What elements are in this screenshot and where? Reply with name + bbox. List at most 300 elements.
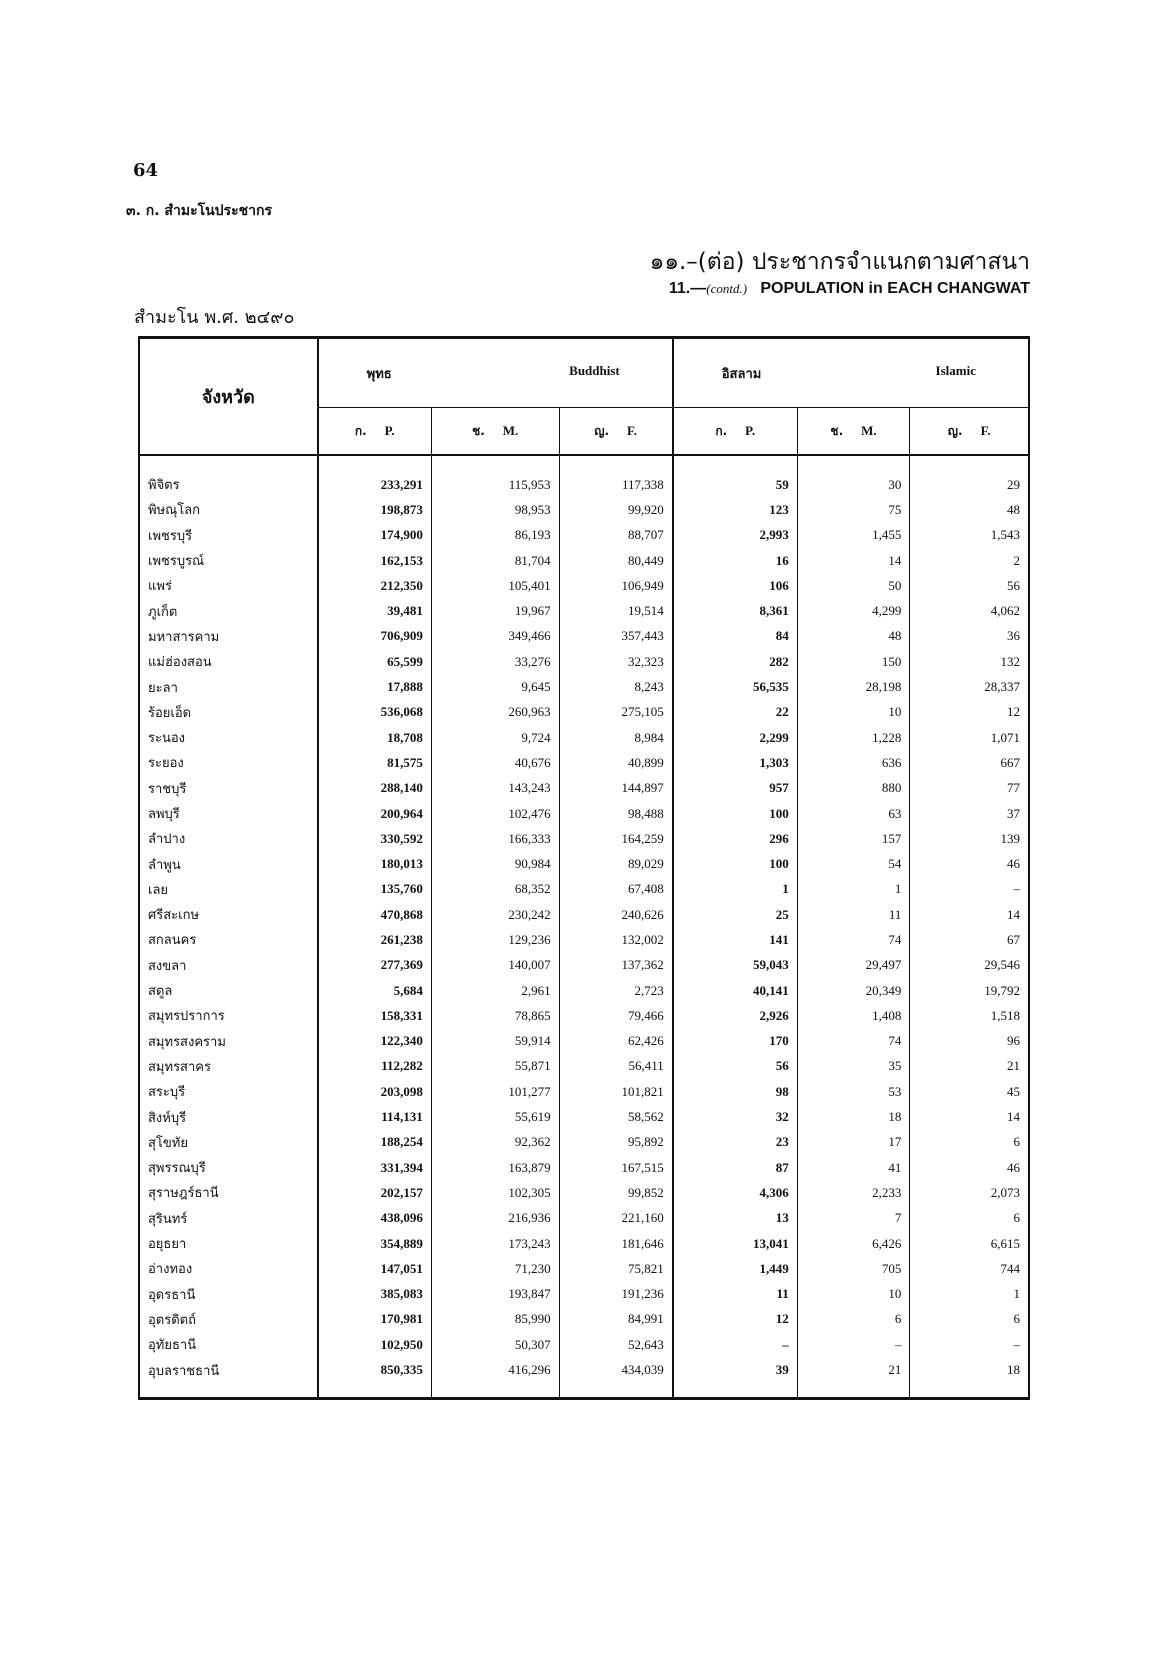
buddhist-females-cell: 67,408 xyxy=(559,877,673,902)
buddhist-males-cell: 163,879 xyxy=(431,1155,559,1180)
islamic-persons-cell: 22 xyxy=(673,700,798,725)
islamic-females-cell: – xyxy=(1013,1336,1020,1352)
islamic-males-cell: 6 xyxy=(797,1307,910,1332)
table-row xyxy=(139,1155,1029,1180)
buddhist-males-cell: 143,243 xyxy=(431,776,559,801)
table-title-main: POPULATION in EACH CHANGWAT xyxy=(760,280,1030,297)
islamic-males-cell: 29,497 xyxy=(797,953,910,978)
buddhist-females-cell: 167,515 xyxy=(559,1155,673,1180)
buddhist-females-cell: 19,514 xyxy=(559,598,673,623)
islamic-males-cell: 880 xyxy=(797,776,910,801)
islamic-persons-cell: 170 xyxy=(673,1029,798,1054)
table-title-thai: ๑๑.–(ต่อ) ประชากรจำแนกตามศาสนา xyxy=(649,249,1030,275)
islamic-persons-cell: 100 xyxy=(673,851,798,876)
islamic-females-cell: 37 xyxy=(1007,805,1020,821)
islamic-males-cell: 30 xyxy=(797,455,910,497)
islamic-persons-cell: 8,361 xyxy=(673,598,798,623)
buddhist-females-cell: 99,852 xyxy=(559,1180,673,1205)
buddhist-males-cell: 55,871 xyxy=(431,1054,559,1079)
table-row xyxy=(139,497,1029,522)
province-name-cell: สระบุรี xyxy=(139,1079,318,1104)
province-name-cell: พิจิตร xyxy=(139,455,318,497)
province-name-cell: สมุทรสาคร xyxy=(139,1054,318,1079)
buddhist-females-cell: 137,362 xyxy=(559,953,673,978)
islamic-persons-cell: 59 xyxy=(673,455,798,497)
table-row xyxy=(139,1231,1029,1256)
buddhist-females-cell: 89,029 xyxy=(559,851,673,876)
buddhist-females-cell: 191,236 xyxy=(559,1282,673,1307)
province-name-cell: อุดรธานี xyxy=(139,1282,318,1307)
buddhist-males-cell: 81,704 xyxy=(431,548,559,573)
islamic-females-cell: – xyxy=(1013,881,1020,897)
province-name-cell: สุโขทัย xyxy=(139,1130,318,1155)
buddhist-females-cell: 32,323 xyxy=(559,649,673,674)
table-row xyxy=(139,1332,1029,1357)
islamic-females-cell: 29,546 xyxy=(984,957,1020,973)
section-heading: ๓. ก. สำมะโนประชากร xyxy=(126,203,272,219)
buddhist-females-cell: 62,426 xyxy=(559,1029,673,1054)
province-name-cell: เลย xyxy=(139,877,318,902)
buddhist-males-cell: 19,967 xyxy=(431,598,559,623)
buddhist-females-cell: 58,562 xyxy=(559,1104,673,1129)
buddhist-males-cell: 55,619 xyxy=(431,1104,559,1129)
table-row xyxy=(139,1130,1029,1155)
islamic-persons-cell: 141 xyxy=(673,927,798,952)
province-name-cell: ภูเก็ต xyxy=(139,598,318,623)
buddhist-males-cell: 230,242 xyxy=(431,902,559,927)
buddhist-females-cell: 144,897 xyxy=(559,776,673,801)
buddhist-males-cell: 416,296 xyxy=(431,1357,559,1398)
buddhist-persons-cell: 198,873 xyxy=(318,497,432,522)
province-name-cell: พิษณุโลก xyxy=(139,497,318,522)
islamic-males-cell: 48 xyxy=(797,624,910,649)
table-row xyxy=(139,624,1029,649)
islamic-females-cell: 12 xyxy=(1007,704,1020,720)
buddhist-males-cell: 85,990 xyxy=(431,1307,559,1332)
buddhist-persons-cell: 147,051 xyxy=(318,1256,432,1281)
buddhist-males-cell: 78,865 xyxy=(431,1003,559,1028)
contd-label: (contd.) xyxy=(706,281,748,296)
table-row xyxy=(139,725,1029,750)
table-row xyxy=(139,1307,1029,1332)
islamic-females-cell: 29 xyxy=(1007,476,1020,492)
buddhist-males-cell: 50,307 xyxy=(431,1332,559,1357)
islamic-persons-cell: 100 xyxy=(673,801,798,826)
table-row xyxy=(139,1054,1029,1079)
islamic-group-header xyxy=(673,338,1029,408)
islamic-males-cell: 17 xyxy=(797,1130,910,1155)
table-row xyxy=(139,776,1029,801)
buddhist-males-cell: 86,193 xyxy=(431,523,559,548)
buddhist-persons-cell: 536,068 xyxy=(318,700,432,725)
province-name-cell: อุทัยธานี xyxy=(139,1332,318,1357)
buddhist-males-cell: 140,007 xyxy=(431,953,559,978)
buddhist-females-cell: 8,984 xyxy=(559,725,673,750)
buddhist-persons-cell: 174,900 xyxy=(318,523,432,548)
islamic-females-cell: 1,518 xyxy=(990,1007,1020,1023)
buddhist-persons-cell: 385,083 xyxy=(318,1282,432,1307)
islamic-persons-cell: 106 xyxy=(673,573,798,598)
buddhist-males-cell: 105,401 xyxy=(431,573,559,598)
buddhist-females-cell: 95,892 xyxy=(559,1130,673,1155)
islamic-females-cell: 6 xyxy=(1013,1134,1020,1150)
islamic-females-cell: 14 xyxy=(1007,1109,1020,1125)
page-number: 64 xyxy=(133,160,159,181)
buddhist-females-cell: 98,488 xyxy=(559,801,673,826)
islamic-males-cell: 11 xyxy=(797,902,910,927)
table-row xyxy=(139,700,1029,725)
table-row xyxy=(139,523,1029,548)
province-name-cell: สุราษฎร์ธานี xyxy=(139,1180,318,1205)
table-row xyxy=(139,927,1029,952)
province-name-cell: แม่ฮ่องสอน xyxy=(139,649,318,674)
table-row xyxy=(139,548,1029,573)
islamic-header-thai: อิสลาม xyxy=(721,366,762,382)
buddhist-persons-cell: 200,964 xyxy=(318,801,432,826)
islamic-persons-cell: 2,926 xyxy=(673,1003,798,1028)
sub-header-buddhist-males: ช. M. xyxy=(431,408,559,456)
province-name-cell: ศรีสะเกษ xyxy=(139,902,318,927)
islamic-persons-cell: 98 xyxy=(673,1079,798,1104)
table-row xyxy=(139,953,1029,978)
islamic-females-cell: 48 xyxy=(1007,501,1020,517)
islamic-females-cell: 2 xyxy=(1013,552,1020,568)
buddhist-persons-cell: 81,575 xyxy=(318,750,432,775)
islamic-males-cell: 10 xyxy=(797,700,910,725)
islamic-persons-cell: 56 xyxy=(673,1054,798,1079)
islamic-females-cell: 14 xyxy=(1007,906,1020,922)
buddhist-females-cell: 56,411 xyxy=(559,1054,673,1079)
buddhist-females-cell: 80,449 xyxy=(559,548,673,573)
census-year-label: สำมะโน พ.ศ. ๒๔๙๐ xyxy=(134,307,295,328)
table-row xyxy=(139,573,1029,598)
buddhist-persons-cell: 470,868 xyxy=(318,902,432,927)
buddhist-females-cell: 2,723 xyxy=(559,978,673,1003)
buddhist-males-cell: 349,466 xyxy=(431,624,559,649)
islamic-females-cell: 6 xyxy=(1013,1210,1020,1226)
buddhist-persons-cell: 65,599 xyxy=(318,649,432,674)
province-name-cell: สตูล xyxy=(139,978,318,1003)
buddhist-group-header xyxy=(318,338,673,408)
islamic-males-cell: 157 xyxy=(797,826,910,851)
province-name-cell: ราชบุรี xyxy=(139,776,318,801)
buddhist-males-cell: 40,676 xyxy=(431,750,559,775)
buddhist-males-cell: 33,276 xyxy=(431,649,559,674)
buddhist-persons-cell: 330,592 xyxy=(318,826,432,851)
buddhist-persons-cell: 331,394 xyxy=(318,1155,432,1180)
islamic-females-cell: 4,062 xyxy=(990,603,1020,619)
islamic-persons-cell: 11 xyxy=(673,1282,798,1307)
islamic-males-cell: 150 xyxy=(797,649,910,674)
islamic-males-cell: – xyxy=(797,1332,910,1357)
buddhist-females-cell: 240,626 xyxy=(559,902,673,927)
buddhist-males-cell: 98,953 xyxy=(431,497,559,522)
islamic-females-cell: 28,337 xyxy=(984,679,1020,695)
islamic-males-cell: 74 xyxy=(797,1029,910,1054)
islamic-females-cell: 96 xyxy=(1007,1033,1020,1049)
buddhist-males-cell: 102,305 xyxy=(431,1180,559,1205)
islamic-females-cell: 1 xyxy=(1013,1286,1020,1302)
buddhist-females-cell: 106,949 xyxy=(559,573,673,598)
buddhist-persons-cell: 233,291 xyxy=(318,455,432,497)
islamic-males-cell: 53 xyxy=(797,1079,910,1104)
province-name-cell: อุบลราชธานี xyxy=(139,1357,318,1398)
islamic-females-cell: 1,543 xyxy=(990,527,1020,543)
table-row xyxy=(139,1206,1029,1231)
islamic-persons-cell: 84 xyxy=(673,624,798,649)
islamic-females-cell: 1,071 xyxy=(990,729,1020,745)
buddhist-males-cell: 216,936 xyxy=(431,1206,559,1231)
province-name-cell: ลำพูน xyxy=(139,851,318,876)
islamic-females-cell: 21 xyxy=(1007,1058,1020,1074)
islamic-persons-cell: 32 xyxy=(673,1104,798,1129)
islamic-females-cell: 19,792 xyxy=(984,982,1020,998)
province-name-cell: มหาสารคาม xyxy=(139,624,318,649)
islamic-males-cell: 18 xyxy=(797,1104,910,1129)
buddhist-males-cell: 129,236 xyxy=(431,927,559,952)
islamic-females-cell: 744 xyxy=(1000,1260,1020,1276)
islamic-persons-cell: 1,303 xyxy=(673,750,798,775)
buddhist-males-cell: 68,352 xyxy=(431,877,559,902)
islamic-females-cell: 6,615 xyxy=(990,1235,1020,1251)
buddhist-persons-cell: 277,369 xyxy=(318,953,432,978)
buddhist-males-cell: 9,724 xyxy=(431,725,559,750)
islamic-males-cell: 2,233 xyxy=(797,1180,910,1205)
buddhist-females-cell: 181,646 xyxy=(559,1231,673,1256)
islamic-females-cell: 139 xyxy=(1000,830,1020,846)
population-religion-table xyxy=(138,336,1030,1400)
buddhist-header-english: Buddhist xyxy=(569,362,620,378)
islamic-females-cell: 132 xyxy=(1000,653,1020,669)
table-number: 11.— xyxy=(668,280,707,297)
buddhist-persons-cell: 261,238 xyxy=(318,927,432,952)
buddhist-persons-cell: 112,282 xyxy=(318,1054,432,1079)
buddhist-persons-cell: 158,331 xyxy=(318,1003,432,1028)
buddhist-males-cell: 166,333 xyxy=(431,826,559,851)
buddhist-persons-cell: 135,760 xyxy=(318,877,432,902)
buddhist-persons-cell: 202,157 xyxy=(318,1180,432,1205)
islamic-persons-cell: 16 xyxy=(673,548,798,573)
buddhist-persons-cell: 102,950 xyxy=(318,1332,432,1357)
buddhist-males-cell: 92,362 xyxy=(431,1130,559,1155)
islamic-header-english: Islamic xyxy=(935,362,976,378)
province-name-cell: อุตรดิตถ์ xyxy=(139,1307,318,1332)
sub-header-islamic-persons: ก. P. xyxy=(673,408,798,456)
buddhist-persons-cell: 212,350 xyxy=(318,573,432,598)
table-row xyxy=(139,1357,1029,1398)
buddhist-males-cell: 173,243 xyxy=(431,1231,559,1256)
province-name-cell: ระยอง xyxy=(139,750,318,775)
buddhist-persons-cell: 114,131 xyxy=(318,1104,432,1129)
islamic-males-cell: 75 xyxy=(797,497,910,522)
islamic-males-cell: 50 xyxy=(797,573,910,598)
islamic-males-cell: 705 xyxy=(797,1256,910,1281)
islamic-males-cell: 14 xyxy=(797,548,910,573)
islamic-persons-cell: 296 xyxy=(673,826,798,851)
buddhist-females-cell: 40,899 xyxy=(559,750,673,775)
islamic-females-cell: 56 xyxy=(1007,577,1020,593)
islamic-persons-cell: 25 xyxy=(673,902,798,927)
islamic-males-cell: 1,408 xyxy=(797,1003,910,1028)
islamic-males-cell: 1,228 xyxy=(797,725,910,750)
sub-header-buddhist-persons: ก. P. xyxy=(318,408,432,456)
province-name-cell: ระนอง xyxy=(139,725,318,750)
table-row xyxy=(139,649,1029,674)
buddhist-females-cell: 8,243 xyxy=(559,674,673,699)
sub-header-islamic-females: ญ. F. xyxy=(910,408,1029,456)
table-row xyxy=(139,1180,1029,1205)
table-row xyxy=(139,902,1029,927)
table-row xyxy=(139,1104,1029,1129)
islamic-persons-cell: 23 xyxy=(673,1130,798,1155)
islamic-persons-cell: 1 xyxy=(673,877,798,902)
buddhist-persons-cell: 122,340 xyxy=(318,1029,432,1054)
islamic-males-cell: 4,299 xyxy=(797,598,910,623)
buddhist-females-cell: 357,443 xyxy=(559,624,673,649)
islamic-females-cell: 46 xyxy=(1007,856,1020,872)
buddhist-persons-cell: 170,981 xyxy=(318,1307,432,1332)
islamic-males-cell: 74 xyxy=(797,927,910,952)
buddhist-persons-cell: 188,254 xyxy=(318,1130,432,1155)
islamic-females-cell: 6 xyxy=(1013,1311,1020,1327)
buddhist-females-cell: 132,002 xyxy=(559,927,673,952)
table-row xyxy=(139,801,1029,826)
buddhist-females-cell: 101,821 xyxy=(559,1079,673,1104)
buddhist-females-cell: 117,338 xyxy=(559,455,673,497)
islamic-persons-cell: 87 xyxy=(673,1155,798,1180)
province-name-cell: สิงห์บุรี xyxy=(139,1104,318,1129)
table-row xyxy=(139,1282,1029,1307)
buddhist-males-cell: 71,230 xyxy=(431,1256,559,1281)
islamic-persons-cell: 282 xyxy=(673,649,798,674)
province-name-cell: ลพบุรี xyxy=(139,801,318,826)
table-row xyxy=(139,1003,1029,1028)
table-row xyxy=(139,851,1029,876)
province-name-cell: สุพรรณบุรี xyxy=(139,1155,318,1180)
buddhist-persons-cell: 180,013 xyxy=(318,851,432,876)
islamic-males-cell: 10 xyxy=(797,1282,910,1307)
table-row xyxy=(139,826,1029,851)
islamic-females-cell: 46 xyxy=(1007,1159,1020,1175)
islamic-males-cell: 20,349 xyxy=(797,978,910,1003)
buddhist-males-cell: 9,645 xyxy=(431,674,559,699)
table-row xyxy=(139,877,1029,902)
province-name-cell: อยุธยา xyxy=(139,1231,318,1256)
buddhist-males-cell: 101,277 xyxy=(431,1079,559,1104)
islamic-males-cell: 63 xyxy=(797,801,910,826)
buddhist-males-cell: 115,953 xyxy=(431,455,559,497)
buddhist-females-cell: 52,643 xyxy=(559,1332,673,1357)
buddhist-persons-cell: 706,909 xyxy=(318,624,432,649)
province-name-cell: สุรินทร์ xyxy=(139,1206,318,1231)
islamic-males-cell: 41 xyxy=(797,1155,910,1180)
buddhist-females-cell: 84,991 xyxy=(559,1307,673,1332)
islamic-males-cell: 6,426 xyxy=(797,1231,910,1256)
islamic-females-cell: 67 xyxy=(1007,931,1020,947)
buddhist-persons-cell: 288,140 xyxy=(318,776,432,801)
buddhist-males-cell: 102,476 xyxy=(431,801,559,826)
table-row xyxy=(139,674,1029,699)
table-title-english xyxy=(560,280,1030,298)
table-row xyxy=(139,1256,1029,1281)
buddhist-persons-cell: 162,153 xyxy=(318,548,432,573)
buddhist-males-cell: 59,914 xyxy=(431,1029,559,1054)
buddhist-males-cell: 90,984 xyxy=(431,851,559,876)
buddhist-persons-cell: 39,481 xyxy=(318,598,432,623)
islamic-females-cell: 667 xyxy=(1000,754,1020,770)
province-name-cell: เพชรบุรี xyxy=(139,523,318,548)
buddhist-males-cell: 193,847 xyxy=(431,1282,559,1307)
buddhist-persons-cell: 5,684 xyxy=(318,978,432,1003)
sub-header-buddhist-females: ญ. F. xyxy=(559,408,673,456)
islamic-males-cell: 1,455 xyxy=(797,523,910,548)
islamic-females-cell: 45 xyxy=(1007,1083,1020,1099)
islamic-persons-cell: – xyxy=(673,1332,798,1357)
province-name-cell: สมุทรสงคราม xyxy=(139,1029,318,1054)
islamic-persons-cell: 957 xyxy=(673,776,798,801)
islamic-persons-cell: 12 xyxy=(673,1307,798,1332)
buddhist-header-thai: พุทธ xyxy=(366,366,392,382)
table-row xyxy=(139,598,1029,623)
islamic-persons-cell: 40,141 xyxy=(673,978,798,1003)
table-row xyxy=(139,1029,1029,1054)
province-name-cell: สกลนคร xyxy=(139,927,318,952)
buddhist-females-cell: 221,160 xyxy=(559,1206,673,1231)
buddhist-persons-cell: 354,889 xyxy=(318,1231,432,1256)
province-name-cell: เพชรบูรณ์ xyxy=(139,548,318,573)
province-column-header: จังหวัด xyxy=(139,338,318,456)
islamic-persons-cell: 123 xyxy=(673,497,798,522)
islamic-females-cell: 2,073 xyxy=(990,1184,1020,1200)
buddhist-females-cell: 79,466 xyxy=(559,1003,673,1028)
buddhist-females-cell: 275,105 xyxy=(559,700,673,725)
province-name-cell: สงขลา xyxy=(139,953,318,978)
province-name-cell: สมุทรปราการ xyxy=(139,1003,318,1028)
islamic-persons-cell: 39 xyxy=(673,1357,798,1398)
buddhist-persons-cell: 203,098 xyxy=(318,1079,432,1104)
islamic-males-cell: 54 xyxy=(797,851,910,876)
islamic-females-cell: 36 xyxy=(1007,628,1020,644)
buddhist-persons-cell: 438,096 xyxy=(318,1206,432,1231)
islamic-males-cell: 21 xyxy=(797,1357,910,1398)
sub-header-islamic-males: ช. M. xyxy=(797,408,910,456)
islamic-females-cell: 18 xyxy=(1007,1362,1020,1378)
province-name-cell: แพร่ xyxy=(139,573,318,598)
table-row xyxy=(139,978,1029,1003)
buddhist-persons-cell: 18,708 xyxy=(318,725,432,750)
province-name-cell: อ่างทอง xyxy=(139,1256,318,1281)
islamic-males-cell: 636 xyxy=(797,750,910,775)
islamic-females-cell: 77 xyxy=(1007,780,1020,796)
islamic-persons-cell: 4,306 xyxy=(673,1180,798,1205)
islamic-persons-cell: 2,299 xyxy=(673,725,798,750)
islamic-persons-cell: 13 xyxy=(673,1206,798,1231)
buddhist-males-cell: 2,961 xyxy=(431,978,559,1003)
islamic-males-cell: 28,198 xyxy=(797,674,910,699)
table-row xyxy=(139,1079,1029,1104)
islamic-persons-cell: 13,041 xyxy=(673,1231,798,1256)
islamic-males-cell: 7 xyxy=(797,1206,910,1231)
islamic-persons-cell: 59,043 xyxy=(673,953,798,978)
islamic-males-cell: 1 xyxy=(797,877,910,902)
buddhist-females-cell: 88,707 xyxy=(559,523,673,548)
province-name-cell: ลำปาง xyxy=(139,826,318,851)
table-row xyxy=(139,750,1029,775)
buddhist-persons-cell: 850,335 xyxy=(318,1357,432,1398)
province-name-cell: ยะลา xyxy=(139,674,318,699)
buddhist-females-cell: 75,821 xyxy=(559,1256,673,1281)
islamic-persons-cell: 2,993 xyxy=(673,523,798,548)
